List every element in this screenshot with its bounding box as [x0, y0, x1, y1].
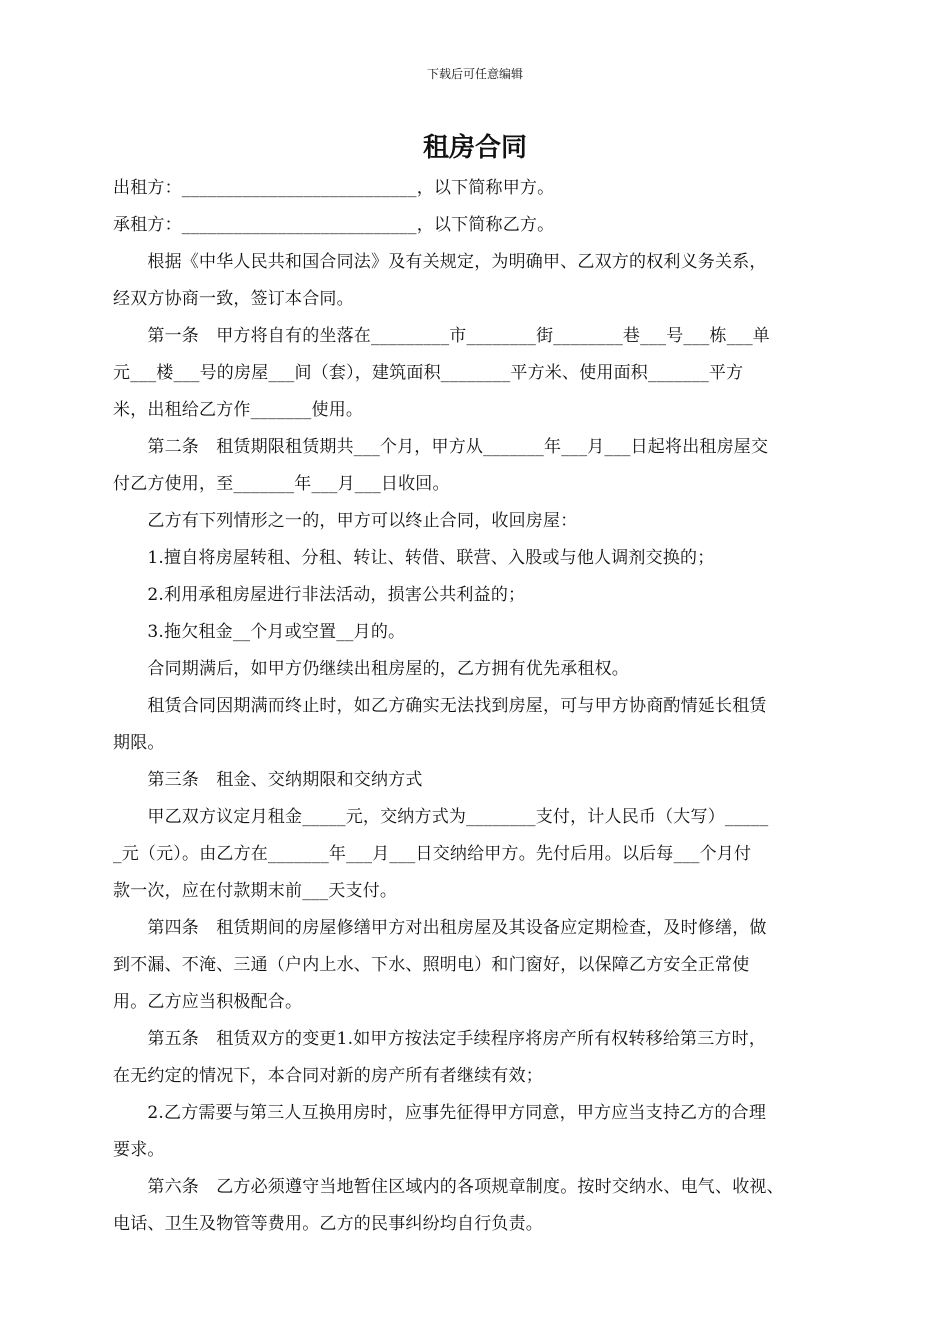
text-line: 承租方：___________________________，以下简称乙方。 [113, 215, 555, 235]
text-line: 出租方：___________________________，以下简称甲方。 [113, 178, 555, 198]
text-line: 2.利用承租房屋进行非法活动，损害公共利益的； [113, 585, 526, 605]
text-line: 第五条 租赁双方的变更1.如甲方按法定手续程序将房产所有权转移给第三方时， [113, 1029, 767, 1049]
text-line: 2.乙方需要与第三人互换用房时，应事先征得甲方同意，甲方应当支持乙方的合理 [113, 1103, 767, 1123]
text-line: 经双方协商一致，签订本合同。 [113, 289, 354, 309]
text-line: 第六条 乙方必须遵守当地暂住区域内的各项规章制度。按时交纳水、电气、收视、 [113, 1177, 784, 1197]
text-line: 要求。 [113, 1140, 165, 1160]
document-title: 租房合同 [422, 133, 527, 163]
contract-body [113, 170, 838, 1243]
text-line: 第四条 租赁期间的房屋修缮甲方对出租房屋及其设备应定期检查，及时修缮，做 [113, 918, 767, 938]
text-line: 在无约定的情况下，本合同对新的房产所有者继续有效； [113, 1066, 543, 1086]
text-line: 第二条 租赁期限租赁期共___个月，甲方从_______年___月___日起将出租房屋交 [113, 437, 769, 457]
text-line: _元（元）。由乙方在_______年___月___日交纳给甲方。先付后用。以后每___个月付 [113, 844, 752, 864]
text-line: 根据《中华人民共和国合同法》及有关规定，为明确甲、乙双方的权利义务关系， [113, 252, 767, 272]
text-line: 第一条 甲方将自有的坐落在_________市________街________巷___号___栋___单 [113, 326, 770, 346]
text-line: 元___楼___号的房屋___间（套），建筑面积________平方米、使用面积_______平方 [113, 363, 744, 383]
text-line: 米，出租给乙方作_______使用。 [113, 400, 364, 420]
text-line: 租赁合同因期满而终止时，如乙方确实无法找到房屋，可与甲方协商酌情延长租赁 [113, 696, 767, 716]
text-line: 期限。 [113, 733, 165, 753]
text-line: 1.擅自将房屋转租、分租、转让、转借、联营、入股或与他人调剂交换的； [113, 548, 715, 568]
text-line: 第三条 租金、交纳期限和交纳方式 [113, 770, 423, 790]
header-note: 下载后可任意编辑 [426, 67, 523, 81]
text-line: 款一次，应在付款期末前___天支付。 [113, 881, 398, 901]
text-line: 乙方有下列情形之一的，甲方可以终止合同，收回房屋： [113, 511, 578, 531]
text-line: 电话、卫生及物管等费用。乙方的民事纠纷均自行负责。 [113, 1214, 543, 1234]
text-line: 3.拖欠租金__个月或空置__月的。 [113, 622, 406, 642]
text-line: 用。乙方应当积极配合。 [113, 992, 303, 1012]
text-line: 甲乙双方议定月租金_____元，交纳方式为________支付，计人民币（大写）_____ [113, 807, 769, 827]
text-line: 合同期满后，如甲方仍继续出租房屋的，乙方拥有优先承租权。 [113, 659, 629, 679]
text-line: 付乙方使用，至_______年___月___日收回。 [113, 474, 450, 494]
text-line: 到不漏、不淹、三通（户内上水、下水、照明电）和门窗好，以保障乙方安全正常使 [113, 955, 750, 975]
